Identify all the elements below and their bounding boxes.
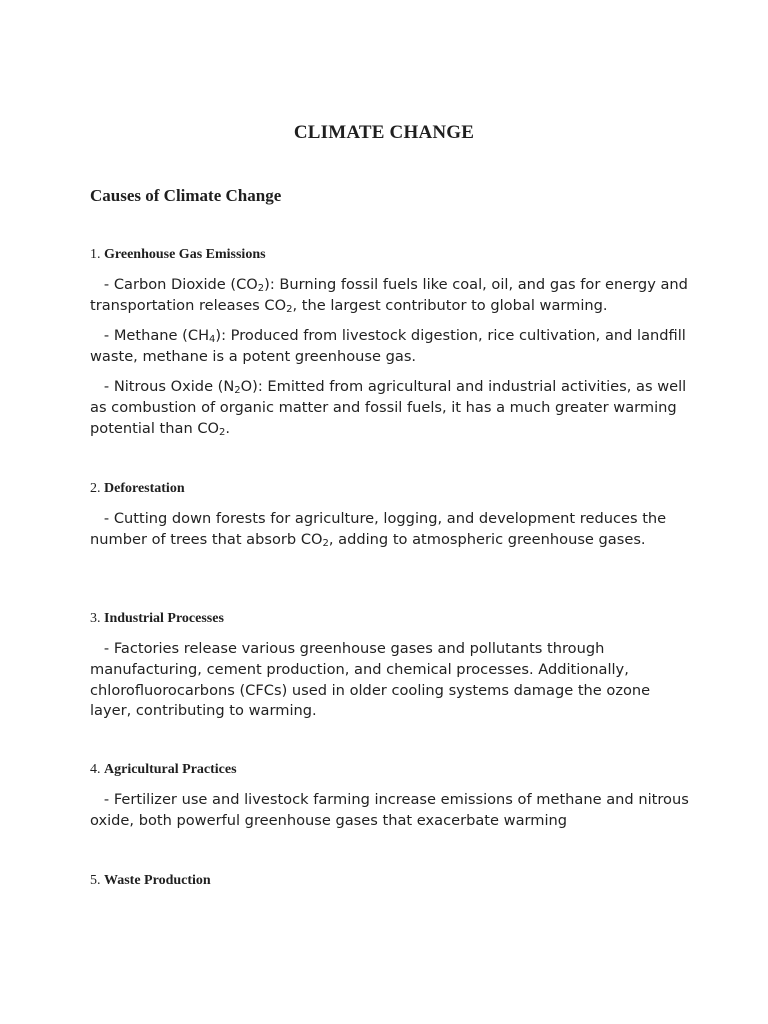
page-title: CLIMATE CHANGE <box>293 122 475 143</box>
cause-heading-5 <box>90 873 211 889</box>
text-run: Methane (CH <box>113 327 210 344</box>
cause-heading-3 <box>90 611 224 627</box>
cause-heading-4 <box>90 762 237 778</box>
text-run: ): Burning fossil fuels like coal, oil, and gas for energy and transportation releases CO <box>90 276 688 314</box>
cause-title: Waste Production <box>104 873 211 888</box>
cause-title: Greenhouse Gas Emissions <box>104 247 266 262</box>
subscript: 2 <box>257 283 265 294</box>
cause-heading-2 <box>90 481 185 497</box>
cause-title: Agricultural Practices <box>104 762 237 777</box>
cause-1-paragraph-1: - Carbon Dioxide $(CO_2)$: Burning fossil fuels like coal, oil, and gas for energy and transportation releases $CO_2$, the largest contributor to global warming. <box>90 276 688 315</box>
subscript: 4 <box>209 334 216 345</box>
cause-number: 1. <box>90 247 101 262</box>
cause-2-paragraph-1: - Cutting down forests for agriculture, logging, and development reduces the number of trees that absorb $CO_2$, adding to atmospheric greenhouse gases. <box>90 510 667 549</box>
text-run: . <box>225 419 231 437</box>
subscript: 2 <box>219 426 226 438</box>
cause-number: 5. <box>90 873 101 888</box>
subscript: 2 <box>286 303 293 315</box>
text-run: , adding to atmospheric greenhouse gases. <box>328 530 646 548</box>
cause-number: 4. <box>90 762 101 777</box>
cause-1-paragraph-3: - Nitrous Oxide $(N_2O)$: Emitted from agricultural and industrial activities, as well as combustion of organic matter and fossil fuels, it has a much greater warming potential than $CO_2$. <box>90 378 687 438</box>
text-run: Factories release various greenhouse gases and pollutants through manufacturing, cement production, and chemical processes. Additionally, chlorofluorocarbons (CFCs) used in older cooling systems damage the ozone layer, contributing to warming. <box>90 640 651 720</box>
cause-title: Industrial Processes <box>104 611 224 626</box>
text-run: Nitrous Oxide (N <box>113 378 235 395</box>
cause-1-paragraph-2: - Methane $(CH_4)$: Produced from livestock digestion, rice cultivation, and landfill waste, methane is a potent greenhouse gas. <box>90 327 686 365</box>
cause-heading-1 <box>90 247 266 263</box>
text-run: Fertilizer use and livestock farming increase emissions of methane and nitrous oxide, both powerful greenhouse gases that exacerbate warming <box>90 791 689 829</box>
cause-number: 3. <box>90 611 101 626</box>
text-run: , the largest contributor to global warming. <box>292 296 608 314</box>
text-run: Cutting down forests for agriculture, logging, and development reduces the number of trees that absorb CO <box>90 510 667 548</box>
cause-number: 2. <box>90 481 101 496</box>
cause-title: Deforestation <box>104 481 185 496</box>
section-heading: Causes of Climate Change <box>90 186 282 205</box>
text-run: ): Produced from livestock digestion, rice cultivation, and landfill waste, methane is a potent greenhouse gas. <box>90 327 686 365</box>
text-run: Carbon Dioxide (CO <box>113 276 258 293</box>
cause-3-paragraph-1: - Factories release various greenhouse gases and pollutants through manufacturing, cement production, and chemical processes. Additionally, chlorofluorocarbons (CFCs) used in older cooling systems damage the ozone layer, contributing to warming. <box>90 640 651 720</box>
subscript: 2 <box>234 385 241 396</box>
text-run: O): Emitted from agricultural and industrial activities, as well as combustion of organic matter and fossil fuels, it has a much greater warming potential than CO <box>90 378 687 437</box>
subscript: 2 <box>322 537 329 549</box>
cause-4-paragraph-1: - Fertilizer use and livestock farming increase emissions of methane and nitrous oxide, both powerful greenhouse gases that exacerbate warming <box>90 791 689 829</box>
